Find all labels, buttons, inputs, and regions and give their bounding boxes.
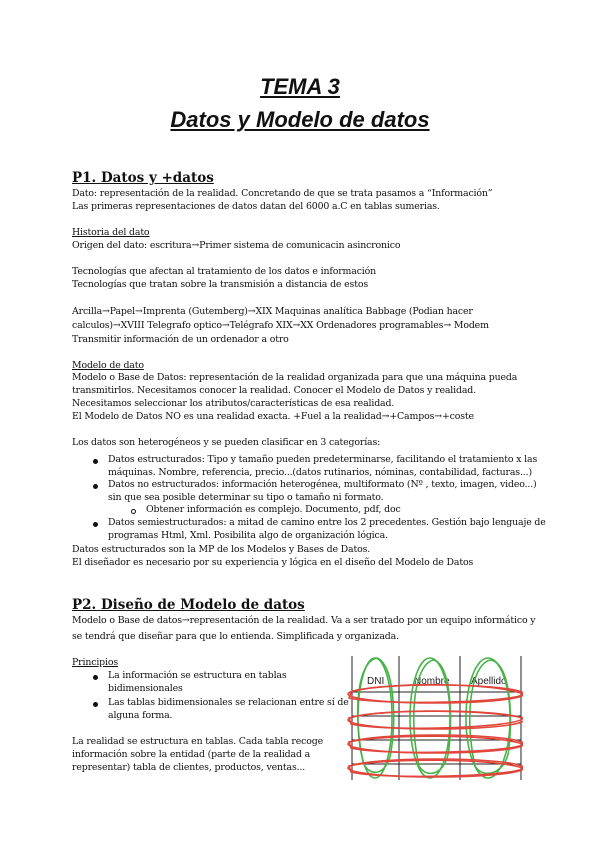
timeline-1: Arcilla→Papel→Imprenta (Gutemberg)→XIX Maquinas analítica Babbage (Podian hacer [72, 306, 473, 317]
principio-1-line-1: La información se estructura en tablas [108, 670, 287, 681]
modelo-4: El Modelo de Datos NO es una realidad exacta. +Fuel a la realidad→+Campos→+coste [72, 411, 474, 422]
historia-title: Historia del dato [72, 227, 150, 238]
bullet-3-line-2: programas Html, Xml. Posibilita algo de organización lógica. [108, 530, 388, 541]
realidad-1: La realidad se estructura en tablas. Cada tabla recoge [72, 736, 323, 747]
s1-intro-2: Las primeras representaciones de datos datan del 6000 a.C en tablas sumerias. [72, 201, 440, 212]
principio-1-line-2: bidimensionales [108, 683, 183, 694]
realidad-2: información sobre la entidad (parte de la realidad a [72, 749, 311, 760]
section-1-heading: P1. Datos y +datos [72, 170, 214, 186]
s1-intro-1: Dato: representación de la realidad. Concretando de que se trata pasamos a “Información” [72, 188, 493, 199]
bullet-icon [93, 484, 98, 489]
bullet-2-line-1: Datos no estructurados: información heterogénea, multiformato (Nº , texto, imagen, video...) [108, 479, 537, 490]
closing-1: Datos estructurados son la MP de los Modelos y Bases de Datos. [72, 544, 371, 555]
s2-intro-1: Modelo o Base de datos→representación de la realidad. Va a ser tratado por un equipo informático y [72, 615, 536, 626]
principio-2-line-1: Las tablas bidimensionales se relacionan entre sí de [108, 697, 349, 708]
principio-2-line-2: alguna forma. [108, 710, 173, 721]
bullet-icon [93, 675, 98, 680]
table-sketch-figure [343, 652, 523, 780]
bullet-1-line-2: máquinas. Nombre, referencia, precio...(datos rutinarios, nóminas, contabilidad, facturas...) [108, 467, 532, 478]
tecnologias-2: Tecnologías que tratan sobre la transmisión a distancia de estos [72, 279, 368, 290]
principios-title: Principios [72, 657, 119, 668]
bullet-icon [93, 459, 98, 464]
s2-intro-2: se tendrá que diseñar para que lo entienda. Simplificada y organizada. [72, 631, 399, 642]
title-line-1: TEMA 3 [260, 74, 340, 99]
bullet-1-line-1: Datos estructurados: Tipo y tamaño pueden predeterminarse, facilitando el tratamiento x las [108, 454, 538, 465]
title-line-2: Datos y Modelo de datos [170, 107, 430, 132]
bullet-2-sub: Obtener información es complejo. Documento, pdf, doc [146, 504, 401, 515]
modelo-title: Modelo de dato [72, 360, 144, 371]
bullet-3-line-1: Datos semiestructurados: a mitad de camino entre los 2 precedentes. Gestión bajo lenguaje de [108, 517, 546, 528]
tecnologias-1: Tecnologías que afectan al tratamiento de los datos e información [72, 266, 377, 277]
bullet-2-line-2: sin que sea posible determinar su tipo o tamaño ni formato. [108, 492, 384, 503]
sub-bullet-icon [131, 509, 136, 514]
bullet-icon [93, 702, 98, 707]
realidad-3: representar) tabla de clientes, productos, ventas... [72, 762, 306, 773]
section-2-heading: P2. Diseño de Modelo de datos [72, 597, 305, 613]
figure-header-nombre: Nombre [414, 676, 450, 687]
modelo-3: Necesitamos seleccionar los atributos/características de esa realidad. [72, 398, 395, 409]
timeline-3: Transmitir información de un ordenador a otro [72, 334, 289, 345]
modelo-1: Modelo o Base de Datos: representación de la realidad organizada para que una máquina pueda [72, 372, 518, 383]
closing-2: El diseñador es necesario por su experiencia y lógica en el diseño del Modelo de Datos [72, 557, 474, 568]
timeline-2: calculos)→XVIII Telegrafo optico→Telégrafo XIX→XX Ordenadores programables→ Modem [72, 320, 489, 331]
historia-text: Origen del dato: escritura→Primer sistema de comunicacin asincronico [72, 240, 401, 251]
figure-header-apellido: Apellido [471, 676, 507, 687]
bullet-icon [93, 522, 98, 527]
modelo-2: transmitirlos. Necesitamos conocer la realidad. Conocer el Modelo de Datos y realidad. [72, 385, 476, 396]
figure-header-dni: DNI [367, 676, 385, 687]
hetero-text: Los datos son heterogéneos y se pueden clasificar en 3 categorías: [72, 437, 381, 448]
